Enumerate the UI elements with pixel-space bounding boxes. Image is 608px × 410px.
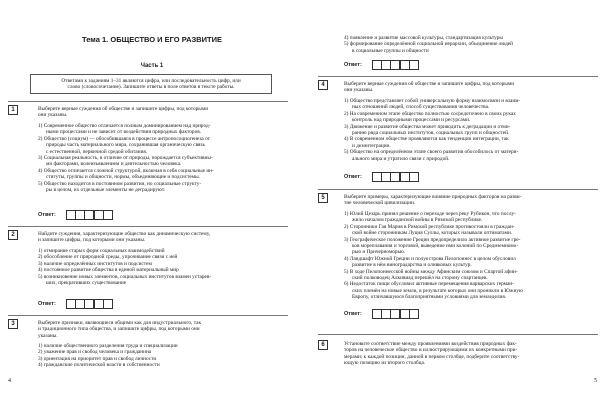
option: природы часть материального мира, сохранившая органическую связь — [46, 142, 205, 149]
option: ального мира и утратило связи с природой. — [352, 155, 450, 162]
option: 3) Географическое положение Греции предопределило активное развитие гре- — [344, 236, 521, 243]
option: с естественной, первичной средой обитания. — [46, 148, 148, 155]
option: 1) отмирание старых форм социальных взаимодействий — [38, 248, 165, 254]
option: контроль над природными процессами и ресурсами. — [352, 117, 471, 124]
task-prompt: ющую позицию из второго столбца. — [344, 360, 426, 367]
task-prompt: они указаны. — [38, 112, 68, 119]
option: 4) Ландшафт Южной Греции и полуострова Пелопоннес в целом обусловил — [344, 255, 516, 262]
task-prompt: Найдите суждения, характеризующие общество как динамическую систему, — [38, 231, 211, 237]
page-number: 4 — [8, 378, 11, 384]
option: ры в целом, их отдельные элементы не деградируют. — [46, 187, 166, 193]
task-prompt: они указаны. — [344, 87, 374, 94]
option: 1) Современное общество отличается полным доминированием над природ- — [38, 123, 211, 129]
option: 3) Социальная реальность, в отличие от природы, порождается субъективны- — [38, 155, 213, 161]
option: 1) Юлий Цезарь принял решение о переходе через реку Рубикон, что послу- — [344, 211, 516, 217]
task-prompt: и традиционного типа общества, и запишите цифры, под которыми они — [38, 326, 200, 333]
task-prompt: Выберите верные суждения об обществе и запишите цифры, под которыми — [344, 81, 515, 87]
option: 4) Общество отличается сложной структурой, включая в себя социальные ин- — [38, 167, 214, 174]
option: 4) появление и развитие массовой культуры, стандартизация культуры — [344, 35, 503, 41]
option: ских племён на новые земли, в результате которых они проникли в Южную — [352, 287, 524, 294]
instruction-line: слово (словосочетание). Запишите ответы в поле ответов в тексте работы. — [67, 84, 235, 91]
task-number-2: 2 — [8, 230, 18, 240]
option: ституты, группы и общности, нормы, объединяющие и подсистемы. — [46, 174, 201, 181]
option: 3) наличие определённых институтов и подсистем — [38, 260, 152, 267]
option: ков мореплавания и торговой, выведение ими колоний по Средиземномо- — [352, 243, 519, 249]
divider — [8, 226, 288, 227]
answer-cells[interactable] — [372, 172, 418, 182]
option: 6) Недостаток пищи обусловил активные перемещения варварских герман- — [344, 281, 514, 288]
answer-label: Ответ: — [344, 311, 362, 317]
option: 5) Общество находится в постоянном развитии, но социальные структу- — [38, 180, 202, 187]
option: и дезинтеграции. — [352, 142, 391, 149]
task-prompt: Выберите примеры, характеризующие влияние природных факторов на разви- — [344, 194, 522, 200]
answer-cells[interactable] — [66, 210, 112, 220]
divider — [318, 334, 598, 335]
task-number-4: 4 — [318, 80, 328, 90]
answer-cell[interactable] — [103, 210, 113, 220]
option: ми факторами, волеизъявлением и деятельностью человека. — [46, 161, 182, 168]
option: 2) Общество (социум) — обособившаяся в процессе антропосоциогенеза от — [38, 135, 211, 142]
divider — [8, 315, 288, 316]
divider — [318, 189, 598, 190]
option: 1) наличие общественного разделения труда и специализации — [38, 343, 178, 349]
option: 4) гражданские политической власти в собственности — [38, 362, 160, 369]
divider — [8, 101, 288, 102]
answer-cells[interactable] — [66, 299, 112, 309]
option: развитие в нём виноградарства и оливковых культур. — [352, 262, 472, 269]
option: рью и Причерноморью. — [352, 249, 406, 256]
option: 1) Общество представляет собой универсальную форму взаимосвязи и взаим- — [344, 98, 521, 104]
task-number-5: 5 — [318, 193, 328, 203]
task-prompt: мерами: к каждой позиции, данной в первом столбце, подберите соответству- — [344, 353, 520, 360]
task-number-3: 3 — [8, 319, 18, 329]
option: 5) Общество на определённом этапе своего развития обособилось от матери- — [344, 149, 519, 156]
option: 3) ориентация на приоритет прав и свобод личности — [38, 355, 157, 362]
option: ными процессами и не зависит от воздействия природных факторов. — [46, 129, 202, 136]
answer-cell[interactable] — [409, 60, 419, 70]
option: 5) формирование определённой социальной иерархии, объединение людей — [344, 41, 513, 48]
answer-cell[interactable] — [409, 172, 419, 182]
instruction-box — [30, 74, 272, 94]
task-prompt: Выберите верные суждения об обществе и запишите цифры, под которыми — [38, 106, 209, 112]
option: Европу, отличавшуюся благоприятными условиями для земледелия. — [352, 294, 507, 301]
topic-title: Тема 1. ОБЩЕСТВО И ЕГО РАЗВИТИЕ — [82, 35, 222, 44]
task-prompt: торов на человеческое общество и иллюстрирующими их конкретными при- — [344, 347, 518, 354]
answer-cell[interactable] — [409, 309, 419, 319]
option: ранию ряда социальных институтов, социальных групп и общностей. — [352, 130, 510, 136]
answer-label: Ответ: — [344, 62, 362, 68]
option: 4) В современном обществе проявляются как тенденции интеграции, так — [344, 136, 509, 143]
option: 5) возникновение новых элементов, социальных институтов взамен устарев- — [38, 273, 212, 280]
answer-label: Ответ: — [344, 174, 362, 180]
page-number: 5 — [594, 378, 597, 384]
task-prompt: указаны. — [38, 332, 58, 339]
option: 5) В ходе Пелопоннесской войны между Афинским союзом и Спартой афин- — [344, 268, 518, 275]
answer-label: Ответ: — [38, 212, 56, 218]
answer-cells[interactable] — [372, 309, 418, 319]
task-prompt: и запишите цифры, под которыми они указаны. — [38, 237, 146, 244]
option: ской войне сторонникам Луция Суллы, которых называли оптиматами. — [352, 230, 513, 237]
answer-label: Ответ: — [38, 301, 56, 307]
option: ский полководец Алкивиад перешёл на сторону спартанцев. — [352, 275, 488, 281]
option: 4) постоянное развитие общества в единой материальный мир — [38, 267, 179, 274]
task-prompt: Выберите признаки, являющиеся общими как для индустриального, так — [38, 320, 202, 326]
answer-cell[interactable] — [103, 299, 113, 309]
instruction-line: Ответами к заданиям 1–31 являются цифра, или последовательность цифр, или — [61, 78, 241, 84]
divider — [318, 76, 598, 77]
option: ших, прекративших существование — [46, 280, 127, 286]
task-number-1: 1 — [8, 105, 18, 115]
option: 2) На современном этапе общество полностью сосредоточено в своих руках — [344, 110, 516, 117]
option: ных отношений людей, способ существования человечества. — [352, 104, 490, 111]
task-number-6: 6 — [318, 340, 328, 350]
option: в социальные группы и общности — [352, 47, 429, 54]
option: жило началом гражданской войны в Римской республике. — [352, 217, 483, 224]
option: 3) Движение и развитие общества может приводить к деградации и отми- — [344, 123, 511, 130]
task-prompt: Установите соответствие между проявлениями воздействия природных фак- — [344, 341, 517, 347]
answer-cells[interactable] — [372, 60, 418, 70]
option: 2) Сторонники Гая Мария в Римской республике противостояли в граждан- — [344, 223, 515, 230]
option: 2) уважение прав и свобод человека и гражданина — [38, 349, 152, 356]
option: 2) обособление от природной среды, упрочивание связи с ней — [38, 254, 178, 261]
task-prompt: тие человеческой цивилизации. — [344, 200, 416, 207]
right-page — [304, 0, 608, 410]
part-heading: Часть 1 — [140, 63, 164, 69]
